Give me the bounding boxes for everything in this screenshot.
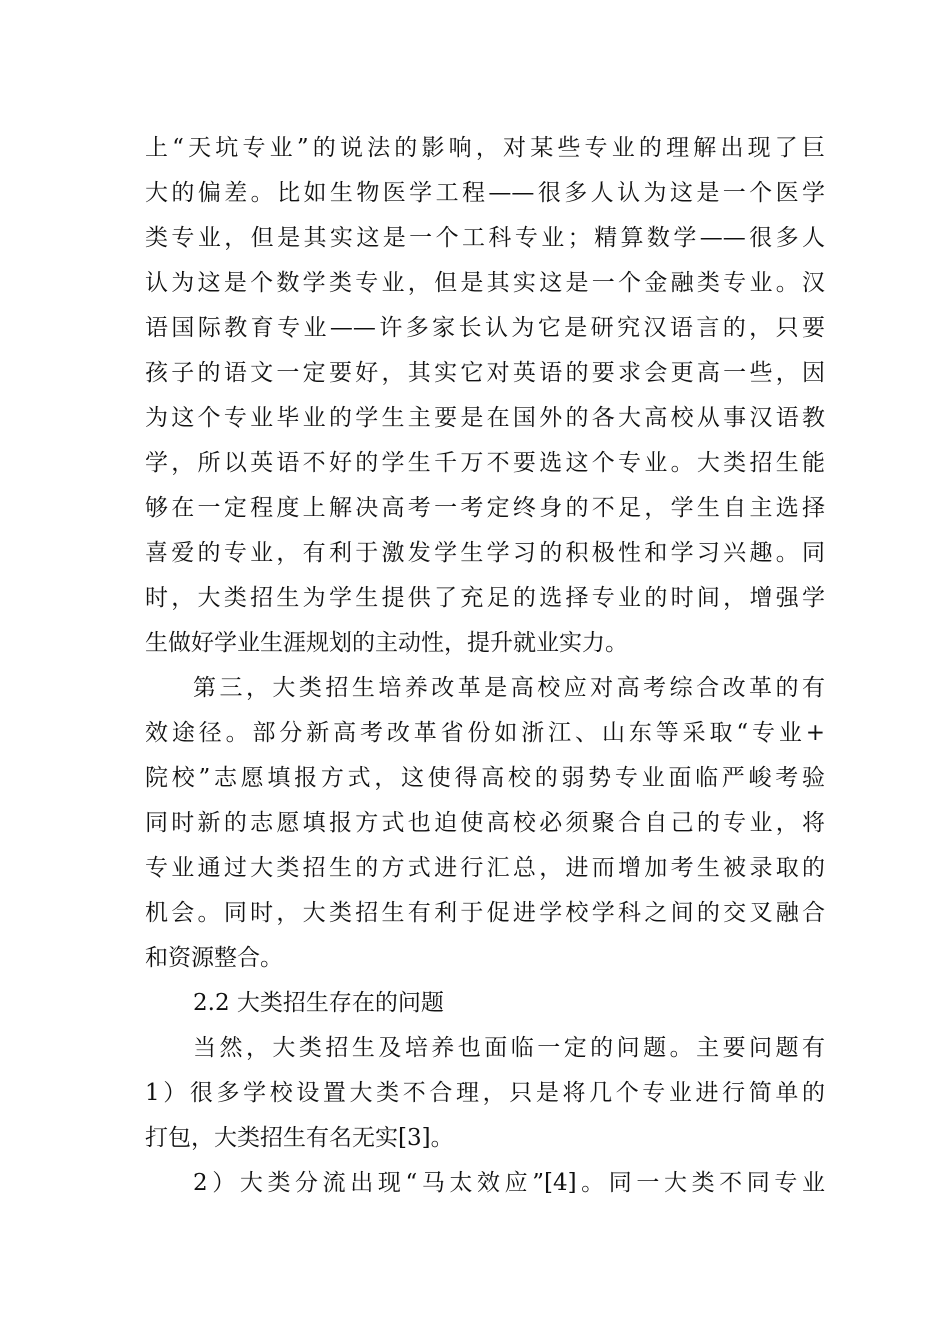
text-line: 时，大类招生为学生提供了充足的选择专业的时间，增强学 (145, 585, 825, 611)
paragraph-1 (145, 126, 825, 666)
text-line: 打包，大类招生有名无实[3]。 (145, 1125, 454, 1151)
section-heading: 2.2 大类招生存在的问题 (193, 990, 444, 1016)
body-text (145, 126, 825, 1206)
paragraph-2 (145, 666, 825, 981)
text-line: 上“天坑专业”的说法的影响，对某些专业的理解出现了巨 (145, 135, 825, 161)
paragraph-3 (145, 1026, 825, 1161)
text-line: 同时新的志愿填报方式也迫使高校必须聚合自己的专业，将 (145, 810, 825, 836)
text-line: 够在一定程度上解决高考一考定终身的不足，学生自主选择 (145, 495, 825, 521)
text-line: 机会。同时，大类招生有利于促进学校学科之间的交叉融合 (145, 900, 825, 926)
text-line: 1）很多学校设置大类不合理，只是将几个专业进行简单的 (145, 1080, 825, 1106)
paragraph-4 (145, 1161, 825, 1206)
text-line: 专业通过大类招生的方式进行汇总，进而增加考生被录取的 (145, 855, 825, 881)
text-line: 喜爱的专业，有利于激发学生学习的积极性和学习兴趣。同 (145, 540, 825, 566)
text-line: 2）大类分流出现“马太效应”[4]。同一大类不同专业 (193, 1170, 825, 1196)
text-line: 孩子的语文一定要好，其实它对英语的要求会更高一些，因 (145, 360, 825, 386)
text-line: 类专业，但是其实这是一个工科专业；精算数学——很多人 (145, 225, 825, 251)
text-line: 当然，大类招生及培养也面临一定的问题。主要问题有 (193, 1035, 825, 1061)
text-line: 第三，大类招生培养改革是高校应对高考综合改革的有 (193, 675, 825, 701)
text-line: 认为这是个数学类专业，但是其实这是一个金融类专业。汉 (145, 270, 825, 296)
text-line: 效途径。部分新高考改革省份如浙江、山东等采取“专业+ (145, 720, 825, 746)
text-line: 学，所以英语不好的学生千万不要选这个专业。大类招生能 (145, 450, 825, 476)
text-line: 生做好学业生涯规划的主动性，提升就业实力。 (145, 630, 628, 656)
text-line: 院校”志愿填报方式，这使得高校的弱势专业面临严峻考验 (145, 765, 825, 791)
text-line: 和资源整合。 (145, 945, 283, 971)
text-line: 为这个专业毕业的学生主要是在国外的各大高校从事汉语教 (145, 405, 825, 431)
text-line: 语国际教育专业——许多家长认为它是研究汉语言的，只要 (145, 315, 825, 341)
text-line: 大的偏差。比如生物医学工程——很多人认为这是一个医学 (145, 180, 825, 206)
